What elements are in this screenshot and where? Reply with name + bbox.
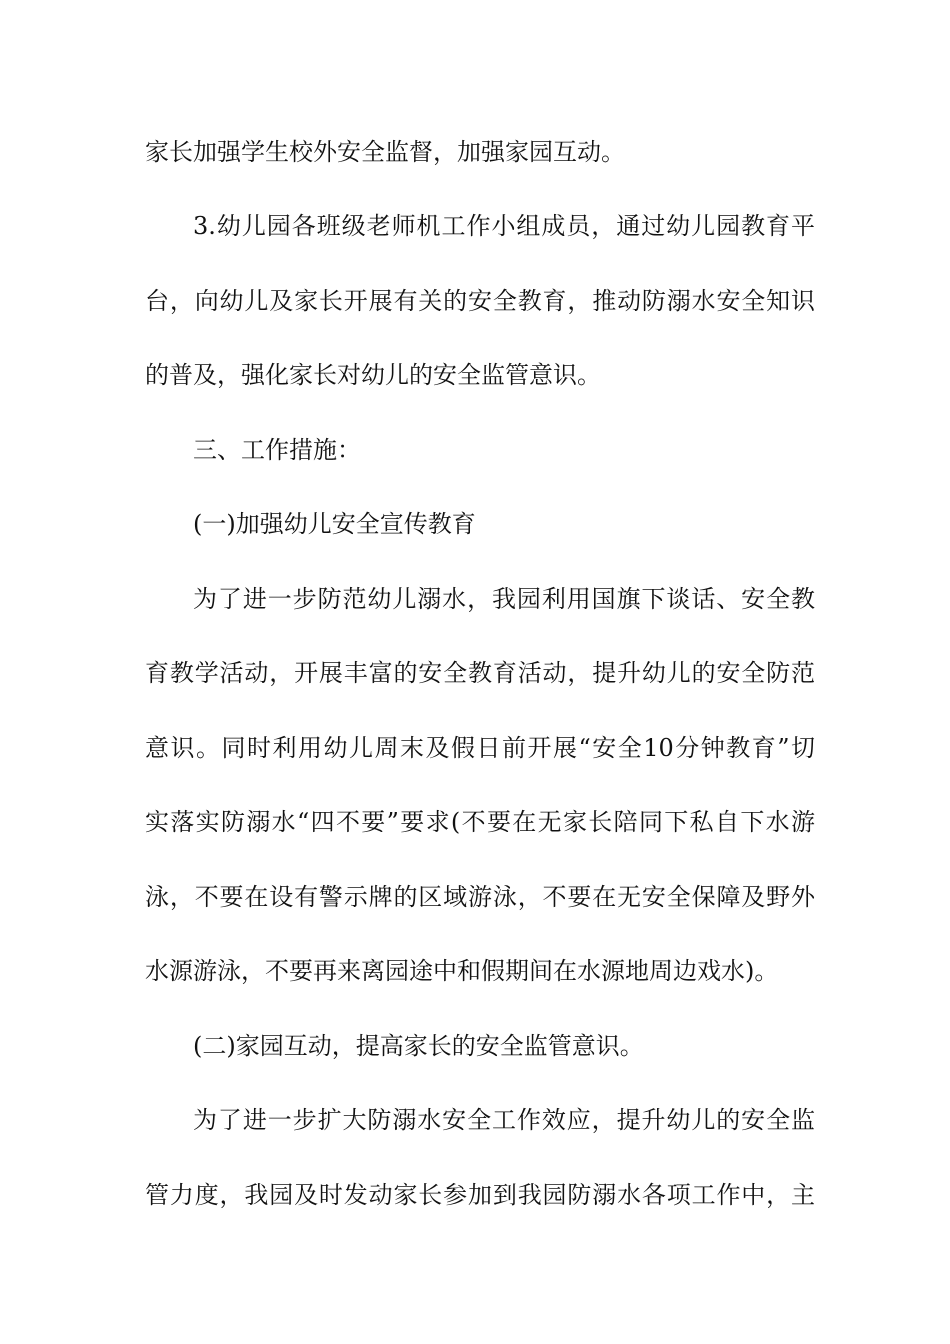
paragraph-line: 意识。同时利用幼儿周末及假日前开展“安全10分钟教育”切 [145, 734, 815, 762]
paragraph-line: 实落实防溺水“四不要”要求(不要在无家长陪同下私自下水游 [145, 808, 815, 836]
paragraph-line: 育教学活动，开展丰富的安全教育活动，提升幼儿的安全防范 [145, 659, 815, 687]
subsection-heading: (一)加强幼儿安全宣传教育 [193, 510, 476, 538]
paragraph-line: 管力度，我园及时发动家长参加到我园防溺水各项工作中，主 [145, 1181, 815, 1209]
section-heading: 三、工作措施： [193, 436, 361, 464]
paragraph-line: 的普及，强化家长对幼儿的安全监管意识。 [145, 361, 601, 389]
paragraph-line: 水源游泳，不要再来离园途中和假期间在水源地周边戏水)。 [145, 957, 779, 985]
paragraph-line: 泳，不要在设有警示牌的区域游泳，不要在无安全保障及野外 [145, 883, 815, 911]
paragraph-line: 家长加强学生校外安全监督，加强家园互动。 [145, 138, 625, 166]
paragraph-line: 3.幼儿园各班级老师机工作小组成员，通过幼儿园教育平 [193, 212, 815, 240]
paragraph-line: 台，向幼儿及家长开展有关的安全教育，推动防溺水安全知识 [145, 287, 815, 315]
subsection-heading: (二)家园互动，提高家长的安全监管意识。 [193, 1032, 644, 1060]
paragraph-line: 为了进一步防范幼儿溺水，我园利用国旗下谈话、安全教 [193, 585, 815, 613]
paragraph-line: 为了进一步扩大防溺水安全工作效应，提升幼儿的安全监 [193, 1106, 815, 1134]
